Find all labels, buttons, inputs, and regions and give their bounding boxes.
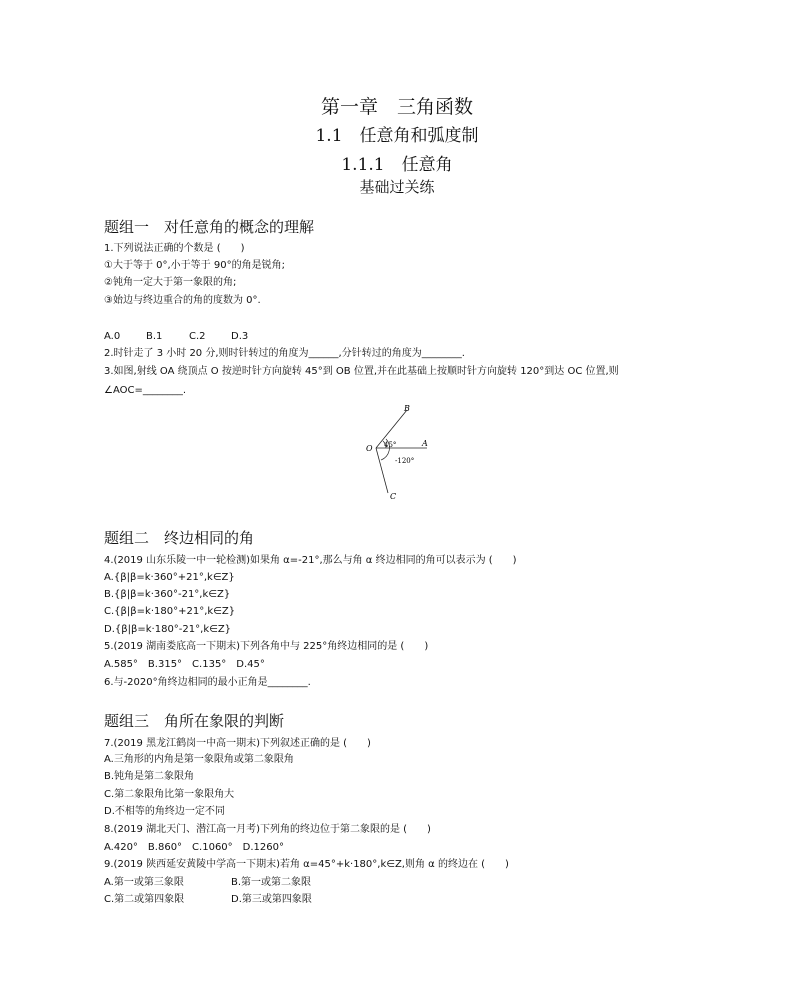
- q7-option-a: A.三角形的内角是第一象限角或第二象限角: [104, 754, 294, 765]
- group2-heading: 题组二 终边相同的角: [104, 529, 255, 547]
- q2-text: 2.时针走了 3 小时 20 分,则时针转过的角度为______,分针转过的角度为________.: [104, 348, 465, 359]
- q1-stem: 1.下列说法正确的个数是 ( ): [104, 243, 245, 254]
- chapter-title: 第一章 三角函数: [320, 96, 473, 118]
- label-minus-120: -120°: [395, 457, 415, 465]
- q9-option-c: C.第二或第四象限: [104, 894, 185, 905]
- q4-option-c: C.{β|β=k·180°+21°,k∈Z}: [104, 606, 236, 617]
- q4-option-a: A.{β|β=k·360°+21°,k∈Z}: [104, 572, 235, 583]
- label-b: B: [404, 404, 410, 413]
- label-45: 45°: [384, 441, 397, 449]
- q7-option-d: D.不相等的角终边一定不同: [104, 806, 225, 817]
- q3-text-line1: 3.如图,射线 OA 绕顶点 O 按逆时针方向旋转 45°到 OB 位置,并在此基础上按顺时针方向旋转 120°到达 OC 位置,则: [104, 366, 619, 377]
- q5-stem: 5.(2019 湖南娄底高一下期末)下列各角中与 225°角终边相同的是 ( ): [104, 641, 429, 652]
- q7-option-c: C.第二象限角比第一象限角大: [104, 789, 235, 800]
- group1-heading: 题组一 对任意角的概念的理解: [104, 218, 315, 236]
- q5-options: A.585° B.315° C.135° D.45°: [104, 659, 265, 670]
- section-title: 1.1 任意角和弧度制: [315, 126, 479, 146]
- q8-stem: 8.(2019 湖北天门、潜江高一月考)下列角的终边位于第二象限的是 ( ): [104, 824, 431, 835]
- angle-figure: [355, 400, 445, 504]
- practice-title: 基础过关练: [359, 178, 435, 196]
- q1-item-2: ②钝角一定大于第一象限的角;: [104, 277, 237, 288]
- q1-item-1: ①大于等于 0°,小于等于 90°的角是锐角;: [104, 260, 285, 271]
- q3-text-line2: ∠AOC=________.: [104, 385, 187, 396]
- q1-option-b: B.1: [146, 331, 163, 342]
- q1-option-c: C.2: [189, 331, 206, 342]
- label-o: O: [366, 444, 373, 453]
- ray-oc: [376, 448, 388, 493]
- q9-option-a: A.第一或第三象限: [104, 877, 184, 888]
- q7-stem: 7.(2019 黑龙江鹤岗一中高一期末)下列叙述正确的是 ( ): [104, 738, 371, 749]
- q1-item-3: ③始边与终边重合的角的度数为 0°.: [104, 295, 261, 306]
- q9-option-b: B.第一或第二象限: [231, 877, 312, 888]
- q1-option-a: A.0: [104, 331, 121, 342]
- subsection-title: 1.1.1 任意角: [341, 155, 453, 175]
- q8-options: A.420° B.860° C.1060° D.1260°: [104, 842, 284, 853]
- group3-heading: 题组三 角所在象限的判断: [104, 712, 285, 730]
- label-c: C: [390, 492, 397, 501]
- label-a: A: [422, 439, 428, 448]
- q1-option-d: D.3: [231, 331, 249, 342]
- q4-stem: 4.(2019 山东乐陵一中一轮检测)如果角 α=-21°,那么与角 α 终边相同的角可以表示为 ( ): [104, 555, 517, 566]
- q9-stem: 9.(2019 陕西延安黄陵中学高一下期末)若角 α=45°+k·180°,k∈Z,则角 α 的终边在 ( ): [104, 859, 509, 870]
- q9-option-d: D.第三或第四象限: [231, 894, 312, 905]
- q7-option-b: B.钝角是第二象限角: [104, 771, 195, 782]
- q4-option-b: B.{β|β=k·360°-21°,k∈Z}: [104, 589, 231, 600]
- q6-text: 6.与-2020°角终边相同的最小正角是________.: [104, 677, 311, 688]
- q4-option-d: D.{β|β=k·180°-21°,k∈Z}: [104, 624, 232, 635]
